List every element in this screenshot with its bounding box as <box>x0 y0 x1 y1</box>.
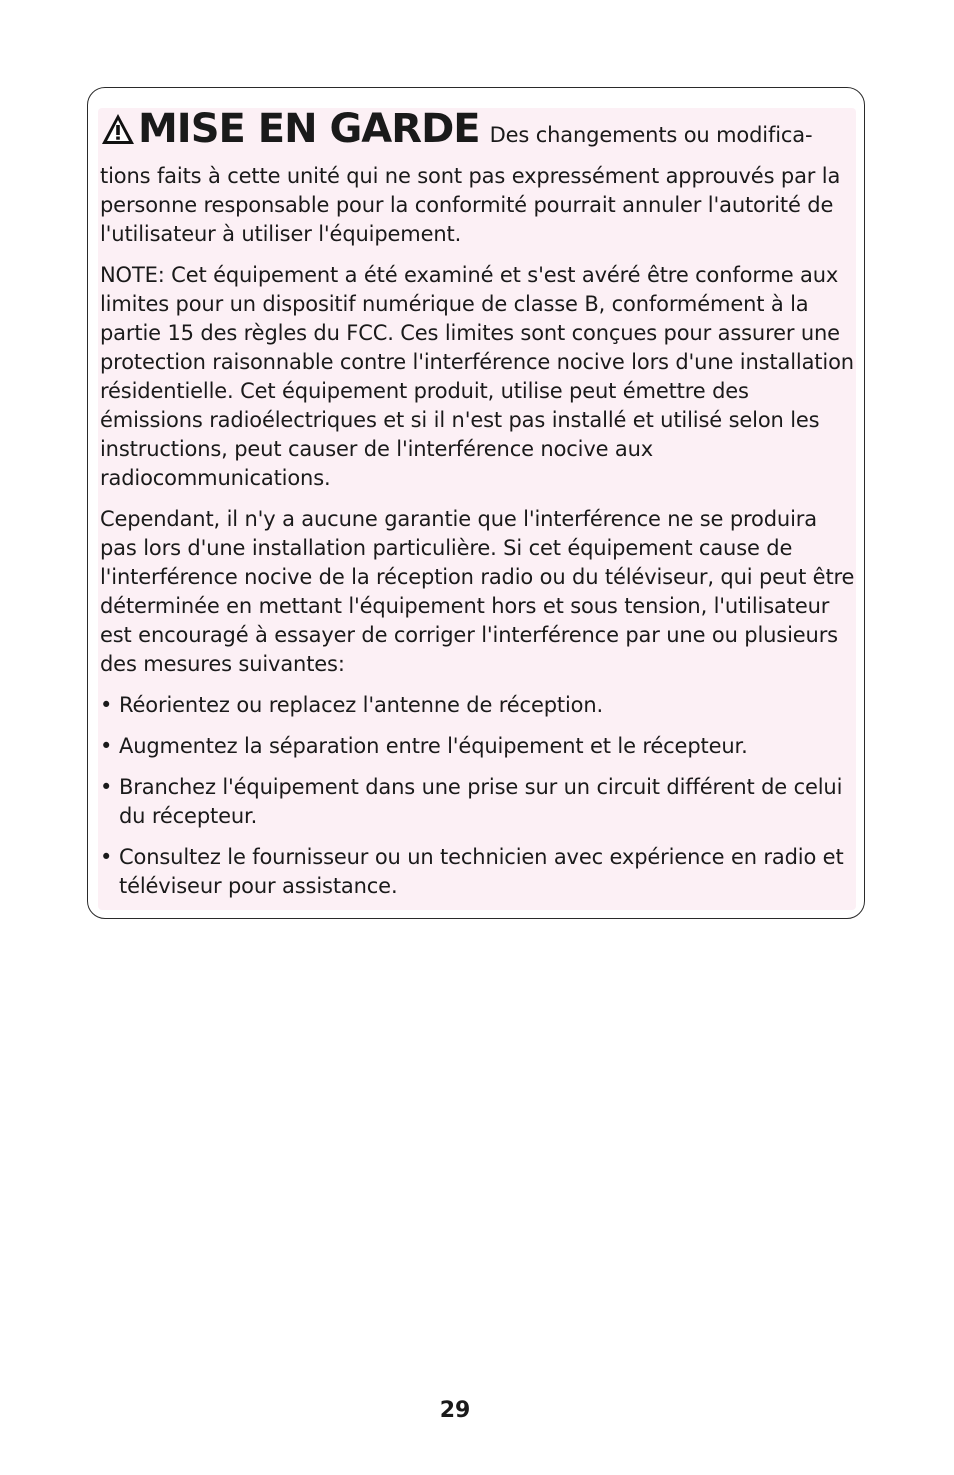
however-paragraph: Cependant, il n'y a aucune garantie que l'interférence ne se produira pas lors d'une installation particulière. Si cet équipement cause de l'interférence nocive de la réception radio ou du téléviseur, qui peut être déterminée en mettant l'équipement hors et sous tension, l'utilisateur est encouragé à essayer de corriger l'interférence par une ou plusieurs des mesures suivantes: <box>100 507 855 676</box>
warning-triangle-icon <box>100 112 136 146</box>
fcc-note-paragraph: NOTE: Cet équipement a été examiné et s'est avéré être conforme aux limites pour un dispositif numérique de classe B, conformément à la partie 15 des règles du FCC. Ces limites sont conçues pour assurer une protection raisonnable contre l'interférence nocive lors d'une installation résidentielle. Cet équipement produit, utilise peut émettre des émissions radioélectriques et si il n'est pas installé et utilisé selon les instructions, peut causer de l'interférence nocive aux radiocommunications. <box>100 263 854 490</box>
warning-intro-text: tions faits à cette unité qui ne sont pas expressément approuvés par la personne responsable pour la conformité pourrait annuler l'autorité de l'utilisateur à utiliser l'équipement. <box>100 164 841 246</box>
bullet-marker: • <box>100 775 113 799</box>
warning-intro-line: Des changements ou modifica- <box>489 123 813 147</box>
bullet-text: Augmentez la séparation entre l'équipement et le récepteur. <box>119 734 748 758</box>
warning-heading <box>100 108 856 158</box>
bullet-text: Réorientez ou replacez l'antenne de réception. <box>119 693 604 717</box>
bullet-marker: • <box>100 845 113 869</box>
bullet-text: Branchez l'équipement dans une prise sur un circuit différent de celui du récepteur. <box>119 775 843 828</box>
list-item <box>100 732 856 761</box>
warning-title: MISE EN GARDE <box>138 106 480 152</box>
bullet-text: Consultez le fournisseur ou un technicien avec expérience en radio et téléviseur pour assistance. <box>119 845 844 898</box>
list-item <box>100 691 856 720</box>
bullet-marker: • <box>100 693 113 717</box>
list-item <box>100 773 856 831</box>
list-item <box>100 843 856 901</box>
warning-content <box>100 108 856 913</box>
page-number: 29 <box>439 1398 471 1423</box>
bullet-marker: • <box>100 734 113 758</box>
